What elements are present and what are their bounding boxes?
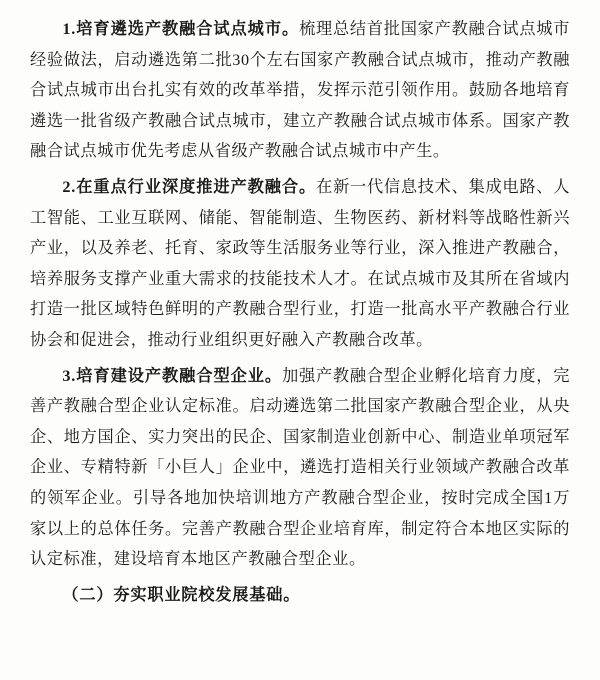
paragraph-3-heading: 培育建设产教融合型企业。	[76, 366, 283, 385]
paragraph-2-body: 在新一代信息技术、集成电路、人工智能、工业互联网、储能、智能制造、生物医药、新材料等战略性新兴产业，以及养老、托育、家政等生活服务业等行业，深入推进产教融合，培养服务支撑产业重大需求的技能技术人才。在试点城市及其所在省域内打造一批区域特色鲜明的产教融合型行业，打造一批高水平产教融合行业协会和促进会，推动行业组织更好融入产教融合改革。	[30, 177, 571, 349]
paragraph-1-body: 梳理总结首批国家产教融合试点城市经验做法，启动遴选第二批30个左右国家产教融合试点城市，推动产教融合试点城市出台扎实有效的改革举措，发挥示范引领作用。鼓励各地培育遴选一批省级产教融合试点城市，建立产教融合试点城市体系。国家产教融合试点城市优先考虑从省级产教融合试点城市中产生。	[30, 20, 570, 161]
section-heading: （二）夯实职业院校发展基础。	[62, 585, 301, 604]
paragraph-3-body: 加强产教融合型企业孵化培育力度，完善产教融合型企业认定标准。启动遴选第二批国家产教融合型企业，从央企、地方国企、实力突出的民企、国家制造业创新中心、制造业单项冠军企业、专精特新「小巨人」企业中，遴选打造相关行业领域产教融合改革的领军企业。引导各地加快培训地方产教融合型企业，按时完成全国1万家以上的总体任务。完善产教融合型企业培育库，制定符合本地区实际的认定标准，建设培育本地区产教融合型企业。	[30, 366, 570, 569]
paragraph-2-heading: 在重点行业深度推进产教融合。	[76, 177, 317, 196]
paragraph-3-number: 3.	[62, 366, 77, 385]
paragraph-1-number: 1.	[62, 20, 77, 38]
paragraph-1-heading: 培育遴选产教融合试点城市。	[76, 20, 300, 38]
paragraph-1	[30, 14, 570, 167]
paragraph-3	[30, 361, 570, 575]
paragraph-2-number: 2.	[62, 177, 77, 196]
paragraph-2	[30, 172, 570, 356]
